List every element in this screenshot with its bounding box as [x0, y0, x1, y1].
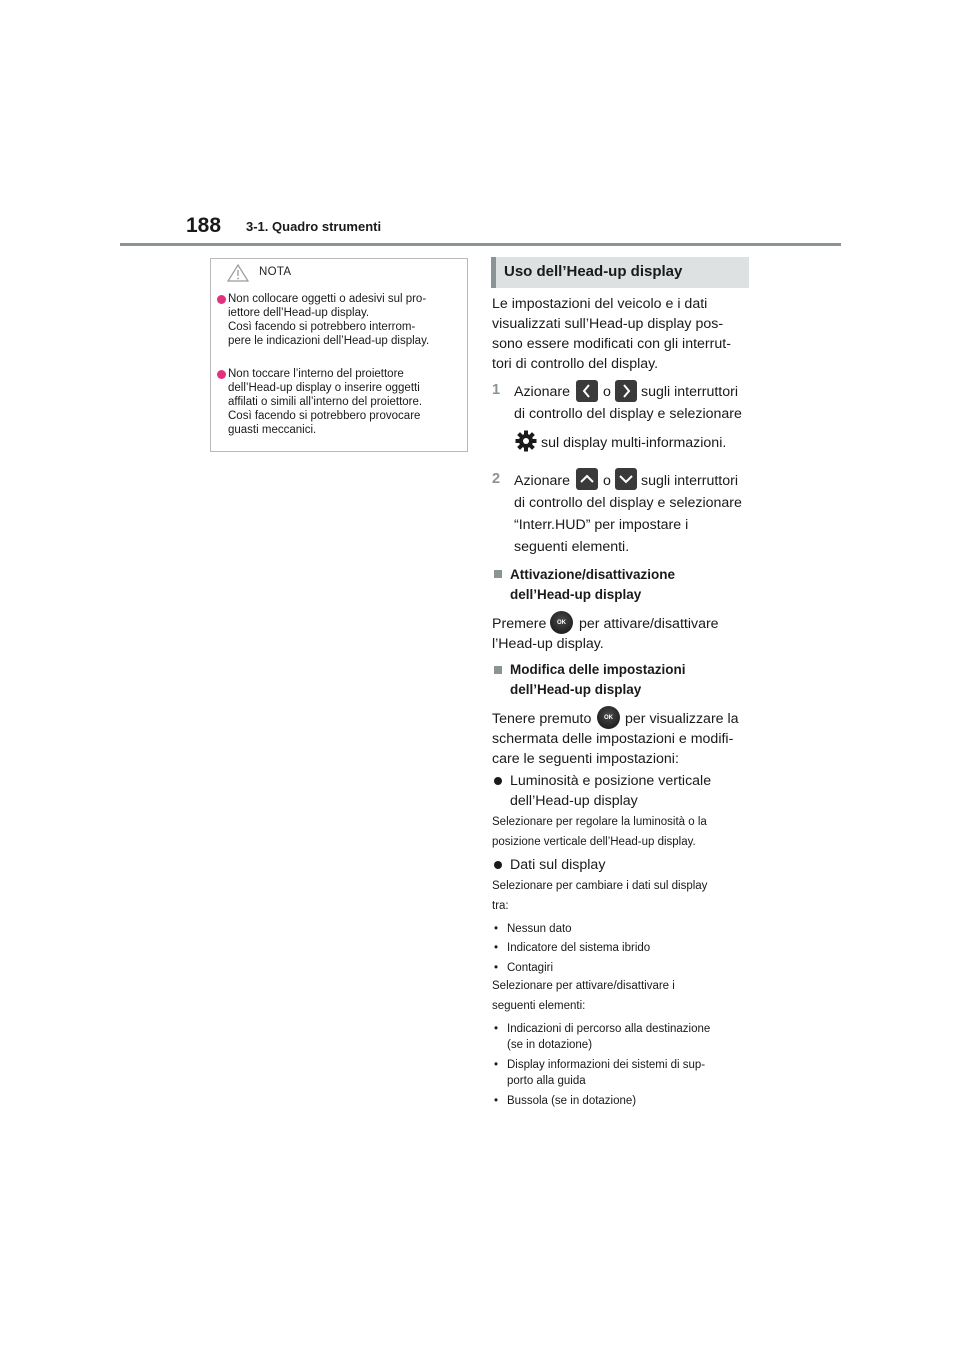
subheading-modifica: Modifica delle impostazioni dell’Head-up display	[510, 662, 686, 697]
sub1-pre: Premere	[492, 616, 547, 632]
step2-rest: di controllo del display e selezionare “Interr.HUD” per impostare i seguenti elementi.	[514, 495, 742, 555]
round-bullet-icon	[494, 861, 502, 869]
gear-icon	[515, 430, 537, 452]
item-luminosita-desc: Selezionare per regolare la luminosità o la posizione verticale dell’Head-up display.	[492, 816, 707, 848]
list-item	[494, 960, 754, 976]
item-dati-title: Dati sul display	[510, 857, 606, 873]
right-arrow-icon	[615, 380, 637, 402]
up-arrow-icon	[576, 468, 598, 490]
list-item-text: Contagiri	[507, 962, 554, 974]
ok-label: OK	[604, 714, 613, 721]
sub2-pre: Tenere premuto	[492, 711, 592, 727]
uso-section-header	[491, 257, 749, 288]
nota-item-text: Non collocare oggetti o adesivi sul pro- iettore dell’Head-up display. Così facendo si potrebbero interrom- pere le indicazioni dell’Head-up display.	[228, 293, 430, 347]
bullet-mark: •	[494, 1095, 499, 1107]
nota-header	[211, 259, 467, 287]
list-item-text: Display informazioni dei sistemi di sup- porto alla guida	[507, 1059, 706, 1087]
item-luminosita-title: Luminosità e posizione verticale dell’Head-up display	[510, 773, 712, 809]
down-arrow-icon	[615, 468, 637, 490]
list-item-text: Indicatore del sistema ibrido	[507, 942, 651, 954]
subheading-attivazione: Attivazione/disattivazione dell’Head-up display	[510, 567, 676, 602]
list-item	[494, 1093, 754, 1109]
nota-item-text: Non toccare l’interno del proiettore dell’Head-up display o inserire oggetti affilati o simili all’interno del proiettore. Così facendo si potrebbero provocare guasti meccanici.	[228, 368, 423, 436]
item-dati-desc2: Selezionare per attivare/disattivare i seguenti elementi:	[492, 980, 675, 1012]
ok-label: OK	[557, 619, 566, 626]
list-item	[494, 1021, 754, 1053]
step1-text-o: o	[603, 384, 611, 400]
step2-text-o: o	[603, 473, 611, 489]
step-number: 1	[492, 382, 501, 398]
item-dati-desc: Selezionare per cambiare i dati sul display tra:	[492, 880, 708, 912]
square-bullet-icon	[494, 570, 502, 578]
list-item	[494, 940, 754, 956]
sub2-rest: schermata delle impostazioni e modifi- care le seguenti impostazioni:	[492, 731, 734, 767]
list-item-text: Bussola (se in dotazione)	[507, 1095, 637, 1107]
bullet-dot-icon	[217, 295, 226, 304]
list-item	[494, 921, 754, 937]
bullet-dot-icon	[217, 370, 226, 379]
step2-text-b: sugli interruttori	[641, 473, 738, 489]
nota-box	[210, 258, 468, 452]
bullet-mark: •	[494, 923, 499, 935]
step1-line3: sul display multi-informazioni.	[541, 435, 727, 451]
sub1-line2: l’Head-up display.	[492, 636, 604, 652]
step-number: 2	[492, 471, 501, 487]
caution-triangle-icon	[227, 264, 249, 282]
header-rule	[120, 243, 841, 246]
step1-line2: di controllo del display e selezionare	[514, 406, 742, 422]
list-item-text: Nessun dato	[507, 923, 572, 935]
nota-title: NOTA	[259, 266, 292, 278]
list-item-text: Indicazioni di percorso alla destinazione (se in dotazione)	[507, 1023, 711, 1051]
page-number: 188	[186, 214, 222, 237]
bullet-mark: •	[494, 1059, 499, 1071]
sub2-post: per visualizzare la	[625, 711, 739, 727]
intro-paragraph: Le impostazioni del veicolo e i dati visualizzati sull’Head-up display pos- sono essere modificati con gli interrut- tori di controllo del display.	[492, 296, 731, 372]
ok-button-icon	[550, 611, 573, 634]
bullet-mark: •	[494, 962, 499, 974]
ok-button-icon	[597, 706, 620, 729]
square-bullet-icon	[494, 666, 502, 674]
uso-section-title: Uso dell’Head-up display	[504, 263, 683, 280]
left-arrow-icon	[576, 380, 598, 402]
bullet-mark: •	[494, 1023, 499, 1035]
round-bullet-icon	[494, 777, 502, 785]
sub1-post: per attivare/disattivare	[579, 616, 719, 632]
step1-text-b: sugli interruttori	[641, 384, 738, 400]
step2-text-a: Azionare	[514, 473, 570, 489]
bullet-mark: •	[494, 942, 499, 954]
list-item	[494, 1057, 754, 1089]
section-title: 3-1. Quadro strumenti	[246, 219, 382, 234]
step1-text-a: Azionare	[514, 384, 570, 400]
